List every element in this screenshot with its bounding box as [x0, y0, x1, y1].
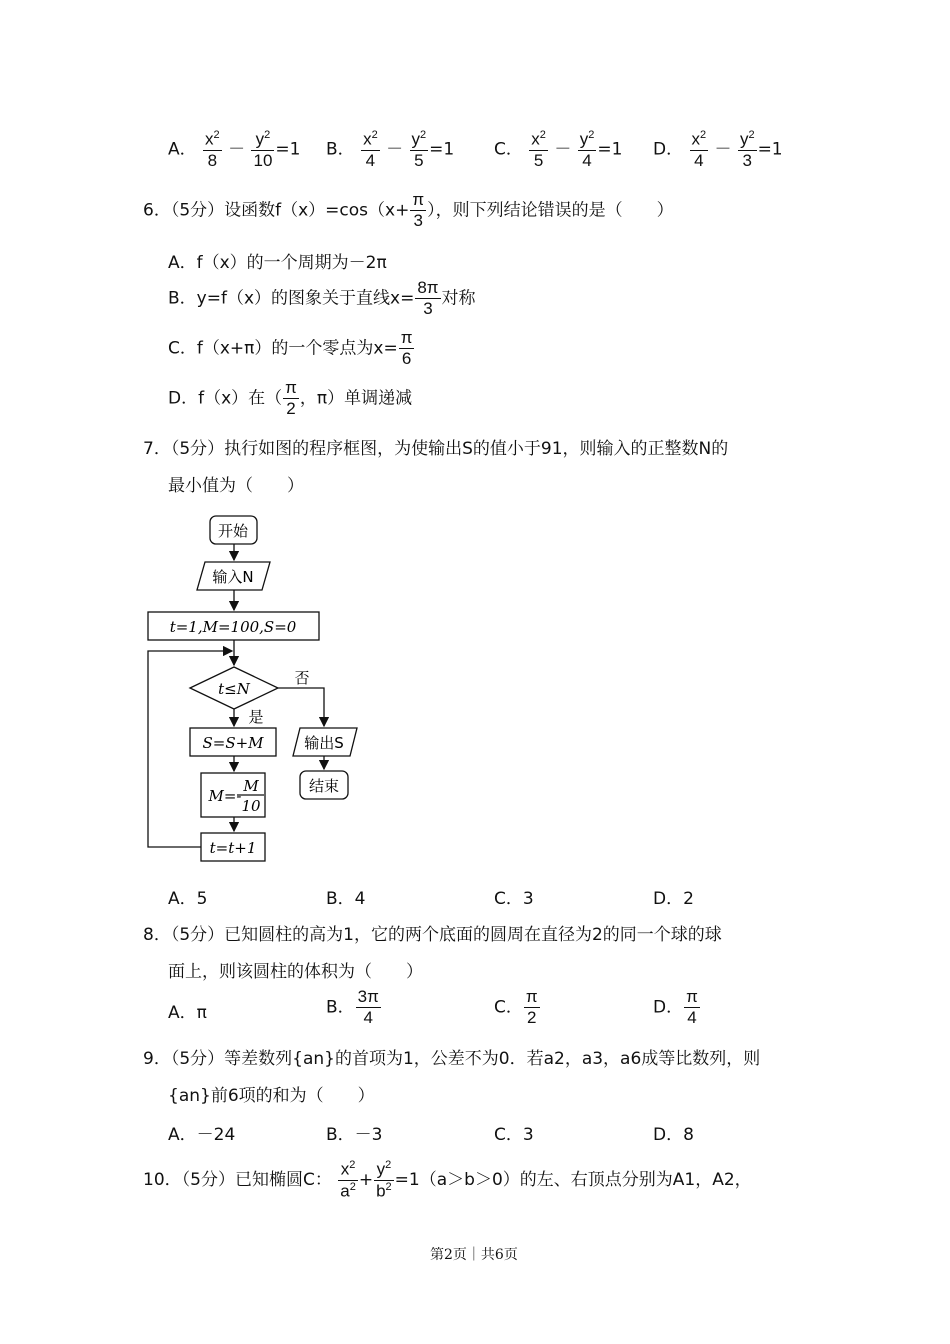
q9-option-c: C．3 — [494, 1125, 534, 1145]
page-footer: 第2页｜共6页 — [430, 1247, 518, 1263]
flow-no-label: 否 — [294, 669, 310, 687]
q7-stem-line1: 7．（5分）执行如图的程序框图，为使输出S的值小于91，则输入的正整数N的 — [143, 439, 729, 459]
flow-end: 结束 — [308, 777, 340, 795]
q8-stem-line1: 8．（5分）已知圆柱的高为1，它的两个底面的圆周在直径为2的同一个球的球 — [143, 925, 722, 945]
q9-option-b: B．－3 — [326, 1125, 383, 1145]
flow-start: 开始 — [217, 522, 249, 540]
q6-option-a: A．f（x）的一个周期为－2π — [168, 253, 387, 273]
flow-cond: t≤N — [218, 680, 250, 698]
q5-option-c: C． $\frac{x^2}{5}$ － $\frac{y^2}{4}$ =1 — [494, 129, 623, 170]
q8-option-d: D． $\frac{\pi}{4}$ — [653, 987, 698, 1027]
flow-step1: S=S+M — [202, 734, 264, 752]
q8-stem-line2: 面上，则该圆柱的体积为（ ） — [168, 962, 423, 982]
flow-step2-pre: M=- — [208, 787, 242, 805]
q7-option-c: C．3 — [494, 889, 534, 909]
q6-stem: 6．（5分）设函数f（x）=cos（x+ $\frac{\pi}{3}$ ），则下列结论错误的是（ ） — [143, 190, 674, 230]
flow-init: t=1,M=100,S=0 — [169, 618, 297, 636]
flowchart — [140, 508, 380, 868]
q9-stem-line1: 9．（5分）等差数列{an}的首项为1，公差不为0．若a2，a3，a6成等比数列，则 — [143, 1049, 761, 1069]
q7-option-a: A．5 — [168, 889, 208, 909]
flow-step2-den: 10 — [241, 797, 261, 815]
q7-option-b: B．4 — [326, 889, 366, 909]
flow-step2-num: M — [243, 777, 259, 795]
q8-option-a: A．π — [168, 1003, 207, 1023]
q6-option-c: C．f（x+π）的一个零点为x= $\frac{\pi}{6}$ — [168, 328, 413, 368]
flow-step3: t=t+1 — [209, 839, 257, 857]
flow-output: 输出S — [304, 734, 344, 752]
q5-option-b: B． $\frac{x^2}{4}$ － $\frac{y^2}{5}$ =1 — [326, 129, 455, 170]
q9-option-d: D．8 — [653, 1125, 694, 1145]
q6-option-d: D．f（x）在（ $\frac{\pi}{2}$ ，π）单调递减 — [168, 378, 413, 418]
q10-stem: 10．（5分）已知椭圆C： $\frac{x^2}{a^2}$ + $\frac{y^2}{b^2}$ =1（a＞b＞0）的左、右顶点分别为A1，A2， — [143, 1159, 752, 1201]
flow-yes-label: 是 — [248, 708, 264, 726]
q5-option-d: D． $\frac{x^2}{4}$ － $\frac{y^2}{3}$ =1 — [653, 129, 783, 170]
q6-option-b: B．y=f（x）的图象关于直线x= $\frac{8\pi}{3}$ 对称 — [168, 278, 476, 318]
q9-stem-line2: {an}前6项的和为（ ） — [168, 1086, 375, 1106]
q8-option-c: C． $\frac{\pi}{2}$ — [494, 987, 538, 1027]
q7-stem-line2: 最小值为（ ） — [168, 476, 304, 496]
q7-option-d: D．2 — [653, 889, 694, 909]
q8-option-b: B． $\frac{3\pi}{4}$ — [326, 987, 379, 1027]
q9-option-a: A．－24 — [168, 1125, 236, 1145]
flow-input: 输入N — [212, 568, 254, 586]
q5-option-a: A． $\frac{x^2}{8}$ － $\frac{y^2}{10}$ =1 — [168, 129, 301, 170]
